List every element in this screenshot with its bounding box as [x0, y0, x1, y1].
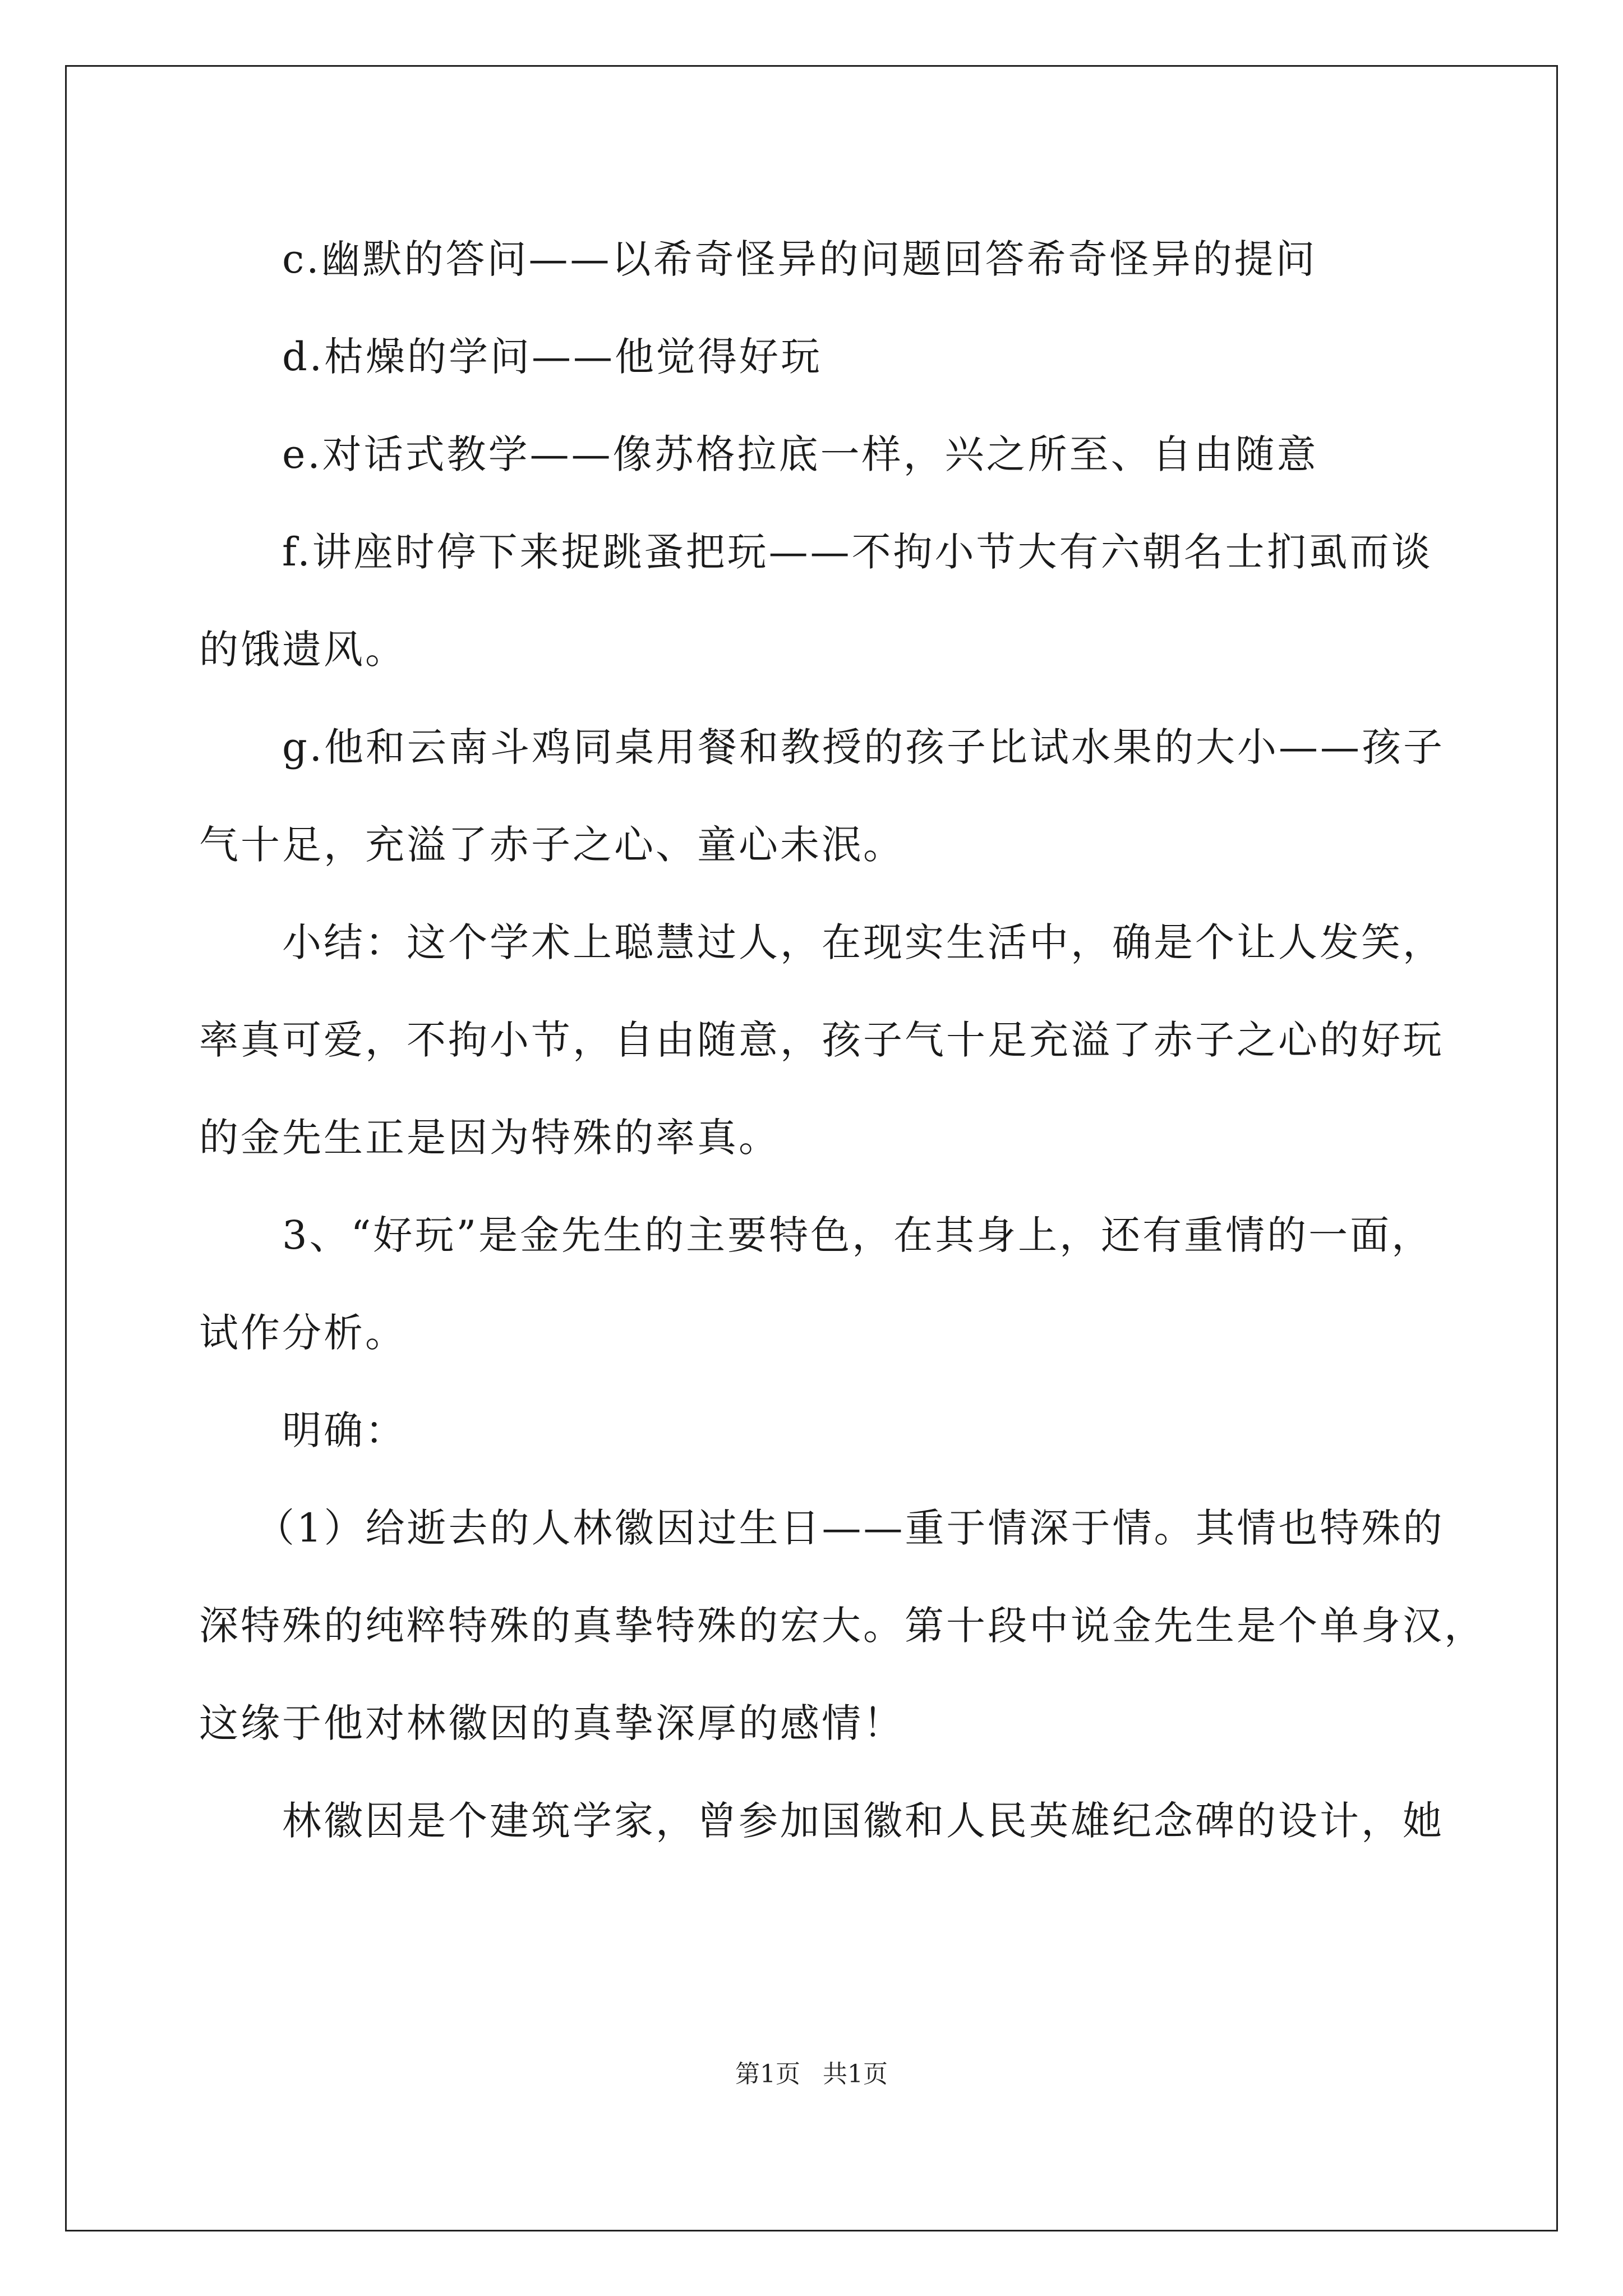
paragraph-answer-1-line-3: 这缘于他对林徽因的真挚深厚的感情！ [199, 1700, 905, 1746]
page-number-current: 第1页 [735, 2060, 800, 2088]
paragraph-summary: 小结：这个学术上聪慧过人，在现实生活中，确是个让人发笑， [282, 919, 1444, 965]
paragraph-c: c.幽默的答问——以希奇怪异的问题回答希奇怪异的提问 [282, 236, 1317, 282]
paragraph-answer-heading: 明确： [282, 1407, 407, 1453]
paragraph-question-3-continued: 试作分析。 [199, 1310, 407, 1356]
paragraph-answer-1-line-2: 深特殊的纯粹特殊的真挚特殊的宏大。第十段中说金先生是个单身汉， [199, 1603, 1486, 1649]
paragraph-summary-line-2: 率真可爱，不拘小节，自由随意，孩子气十足充溢了赤子之心的好玩 [199, 1017, 1444, 1063]
paragraph-f: f.讲座时停下来捉跳蚤把玩——不拘小节大有六朝名士扪虱而谈 [282, 529, 1433, 575]
document-body [199, 210, 1486, 1870]
paragraph-d: d.枯燥的学问——他觉得好玩 [282, 334, 823, 380]
page-number-total: 共1页 [823, 2060, 888, 2088]
paragraph-answer-1: （1）给逝去的人林徽因过生日——重于情深于情。其情也特殊的 [255, 1505, 1445, 1551]
paragraph-g-continued: 气十足，充溢了赤子之心、童心未泯。 [199, 822, 905, 868]
paragraph-e: e.对话式教学——像苏格拉底一样，兴之所至、自由随意 [282, 431, 1318, 477]
paragraph-f-continued: 的饿遗风。 [199, 627, 407, 673]
page-footer [0, 2058, 1623, 2091]
paragraph-summary-line-3: 的金先生正是因为特殊的率真。 [199, 1115, 780, 1161]
paragraph-g: g.他和云南斗鸡同桌用餐和教授的孩子比试水果的大小——孩子 [282, 724, 1445, 770]
paragraph-lin-huiyin: 林徽因是个建筑学家，曾参加国徽和人民英雄纪念碑的设计，她 [282, 1798, 1444, 1844]
paragraph-question-3: 3、“好玩”是金先生的主要特色，在其身上，还有重情的一面， [282, 1212, 1433, 1258]
